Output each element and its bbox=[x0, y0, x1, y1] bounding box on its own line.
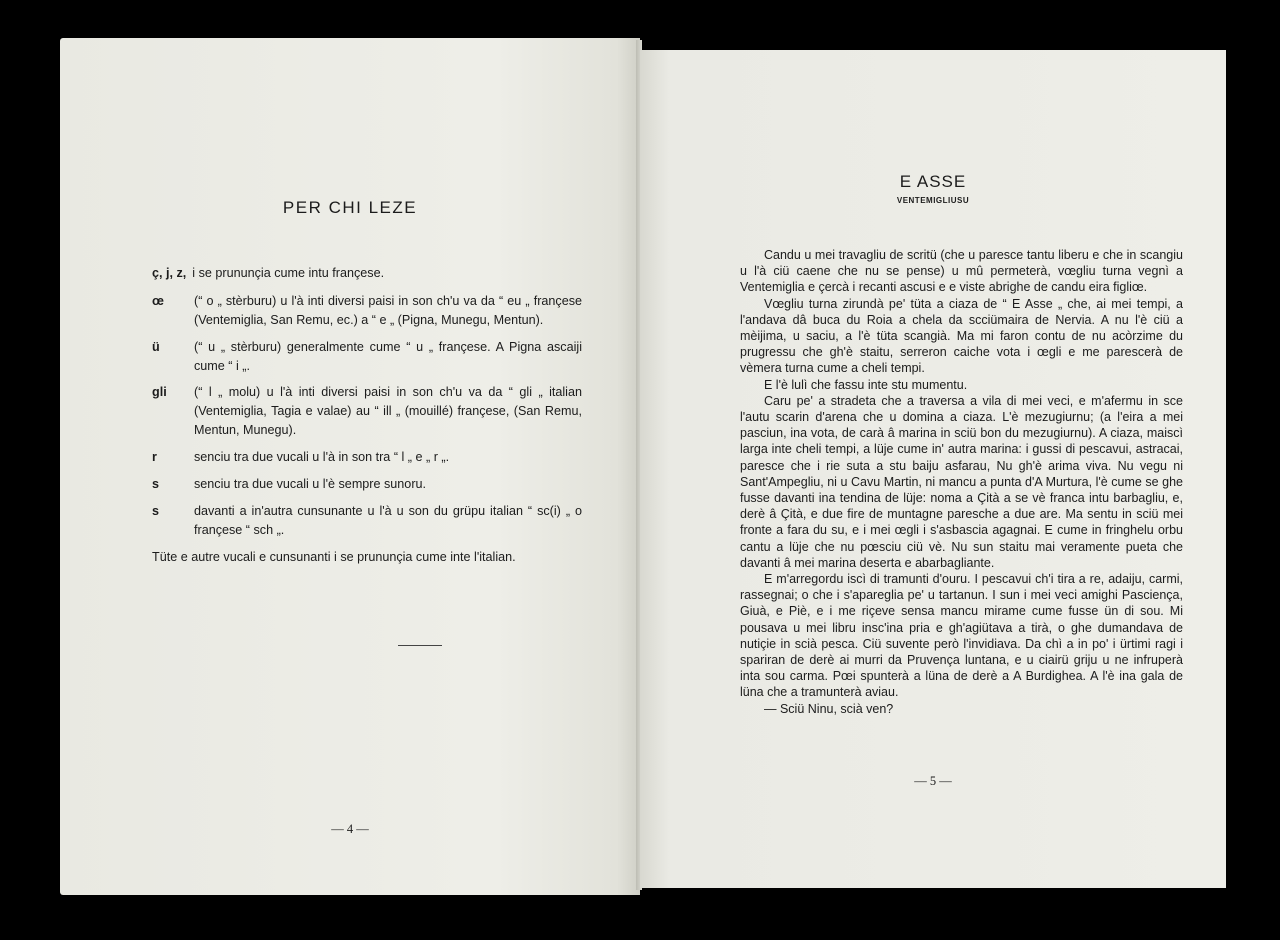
closing-note: Tüte e autre vucali e cunsunanti i se prununçia cume inte l'italian. bbox=[152, 549, 516, 564]
rule-key: s bbox=[152, 477, 160, 492]
rule-key: œ bbox=[152, 293, 164, 308]
rule-r bbox=[152, 448, 582, 467]
paragraph: E l'è lulì che fassu inte stu mumentu. bbox=[764, 377, 968, 392]
rule-key: s bbox=[152, 503, 160, 518]
paragraph: Caru pe' a stradeta che a traversa a vila di mei veci, e m'afermu in sce l'autu scarin d'arena che u domina a ciaza. L'è mezugiurnu; (a l'eira a mei pasciun, ina vota, de carà â marina in sciü bon du mezugiurnu). A ciaza, maiscì larga inte cheli tempi, a lüje cume in' autra marina: i gussi di pescavui, astracai, paresce che i rie suta a stu baiju asfarau, Nu gh'è arima viva. Nu vegu ni Sant'Ampegliu, ni u Cavu Martin, ni mancu a punta d'A Murtura, l'è cume se ghe fusse davanti ina tendina de lüje: noma a Çità a se vè franca intu barbagliu, e, derè â Çità, e due fire de muntagne paresche a due are. Ma sentu in sciü mei fronte a fara du su, e i mei œgli i s'asbascia agagnai. E cume in fringhelu orbu cantu a lüje che nu pœsciu ciü vè. Nu sun staitu mai veramente pueta che davanti â mei marina deserta e abarbagliante. bbox=[740, 393, 1183, 570]
section-divider bbox=[398, 645, 442, 646]
rule-text: (“ o „ stèrburu) u l'à inti diversi paisi in son ch'u va da “ eu „ françese (Ventemiglia, San Remu, ec.) a “ e „ (Pigna, Munegu, Mentun). bbox=[194, 293, 582, 327]
chapter-title: E ASSE bbox=[899, 172, 967, 191]
rule-key: ç, j, z, bbox=[152, 266, 187, 280]
pronunciation-rules bbox=[152, 264, 582, 567]
rule-key: gli bbox=[152, 385, 167, 400]
rule-text: (“ u „ stèrburu) generalmente cume “ u „ françese. A Pigna ascaiji cume “ i „. bbox=[194, 339, 582, 373]
rule-text: senciu tra due vucali u l'à in son tra “ l „ e „ r „. bbox=[194, 450, 450, 465]
rule-gli bbox=[152, 383, 582, 440]
rule-text: i se prununçia cume intu françese. bbox=[192, 266, 385, 280]
chapter-body bbox=[740, 247, 1183, 717]
rule-key: ü bbox=[152, 339, 160, 354]
rule-text: davanti a in'autra cunsunante u l'à u son du grüpu italian “ sc(i) „ o françese “ sch „. bbox=[194, 503, 582, 537]
rule-text: senciu tra due vucali u l'è sempre sunoru. bbox=[194, 477, 427, 492]
rule-u bbox=[152, 338, 582, 376]
rule-s-voiced bbox=[152, 475, 582, 494]
chapter-subtitle: VENTEMIGLIUSU bbox=[896, 196, 970, 205]
paragraph: Candu u mei travagliu de scritü (che u paresce tantu liberu e che in scangiu u l'à ciü caene che nu se pense) u mû permeterà, vœgliu turna vegnì a Ventemiglia e çercà i recanti ascusi e e viste abrighe de candu eira figliœ. bbox=[740, 248, 1183, 295]
page-number: — 5 — bbox=[914, 774, 952, 788]
page-number: — 4 — bbox=[331, 822, 369, 836]
paragraph: Vœgliu turna zirundà pe' tüta a ciaza de “ E Asse „ che, ai mei tempi, a l'andava dâ buca du Roia a chela da scciümaira de Nervia. A nu l'è ciü a mèijima, u saciu, a l'è tüta scangià. Ma mi faron contu de nu acòrzime du prugressu che gh'è staitu, serreron caiche vota i œgli e me parescerà de vèmera turna cume a cheli tempi. bbox=[740, 296, 1183, 376]
paragraph: E m'arregordu iscì di tramunti d'ouru. I pescavui ch'i tira a re, adaiju, carmi, rassegnai; o che i s'apareglia pe' u tartanun. I sun i mei veci amighi Pasciença, Giuà, e Piè, e i me riçeve sensa mancu mirame cume fusse ün di sou. Mi pousava u mei libru insc'ina pria e gh'agiütava a tirà, o ghe dumandava de nutiçie in scià pesca. Ciü suvente però l'invidiava. Da chì a in po' i ürtimi ragi i spariran de derè ai murri da Pruvença luntana, e u ciairü griju u ne infruperà inta sou carma. Pœi spunterà a lüna de derè a A Burdighea. A l'è ina gala de lüna che a tramunterà aviau. bbox=[740, 572, 1183, 700]
rule-s-cluster bbox=[152, 502, 582, 540]
left-page bbox=[60, 38, 640, 895]
right-page bbox=[640, 50, 1226, 888]
rule-text: (“ l „ molu) u l'à inti diversi paisi in son ch'u va da “ gli „ italian (Ventemiglia, Tagia e valae) au “ ill „ (mouillé) françese, (San Remu, Mentun, Munegu). bbox=[194, 385, 582, 438]
rule-oe bbox=[152, 292, 582, 330]
paragraph: — Sciü Ninu, scià ven? bbox=[764, 701, 894, 716]
rule-intro bbox=[152, 264, 582, 283]
rule-key: r bbox=[152, 450, 157, 465]
page-title: PER CHI LEZE bbox=[282, 198, 418, 217]
